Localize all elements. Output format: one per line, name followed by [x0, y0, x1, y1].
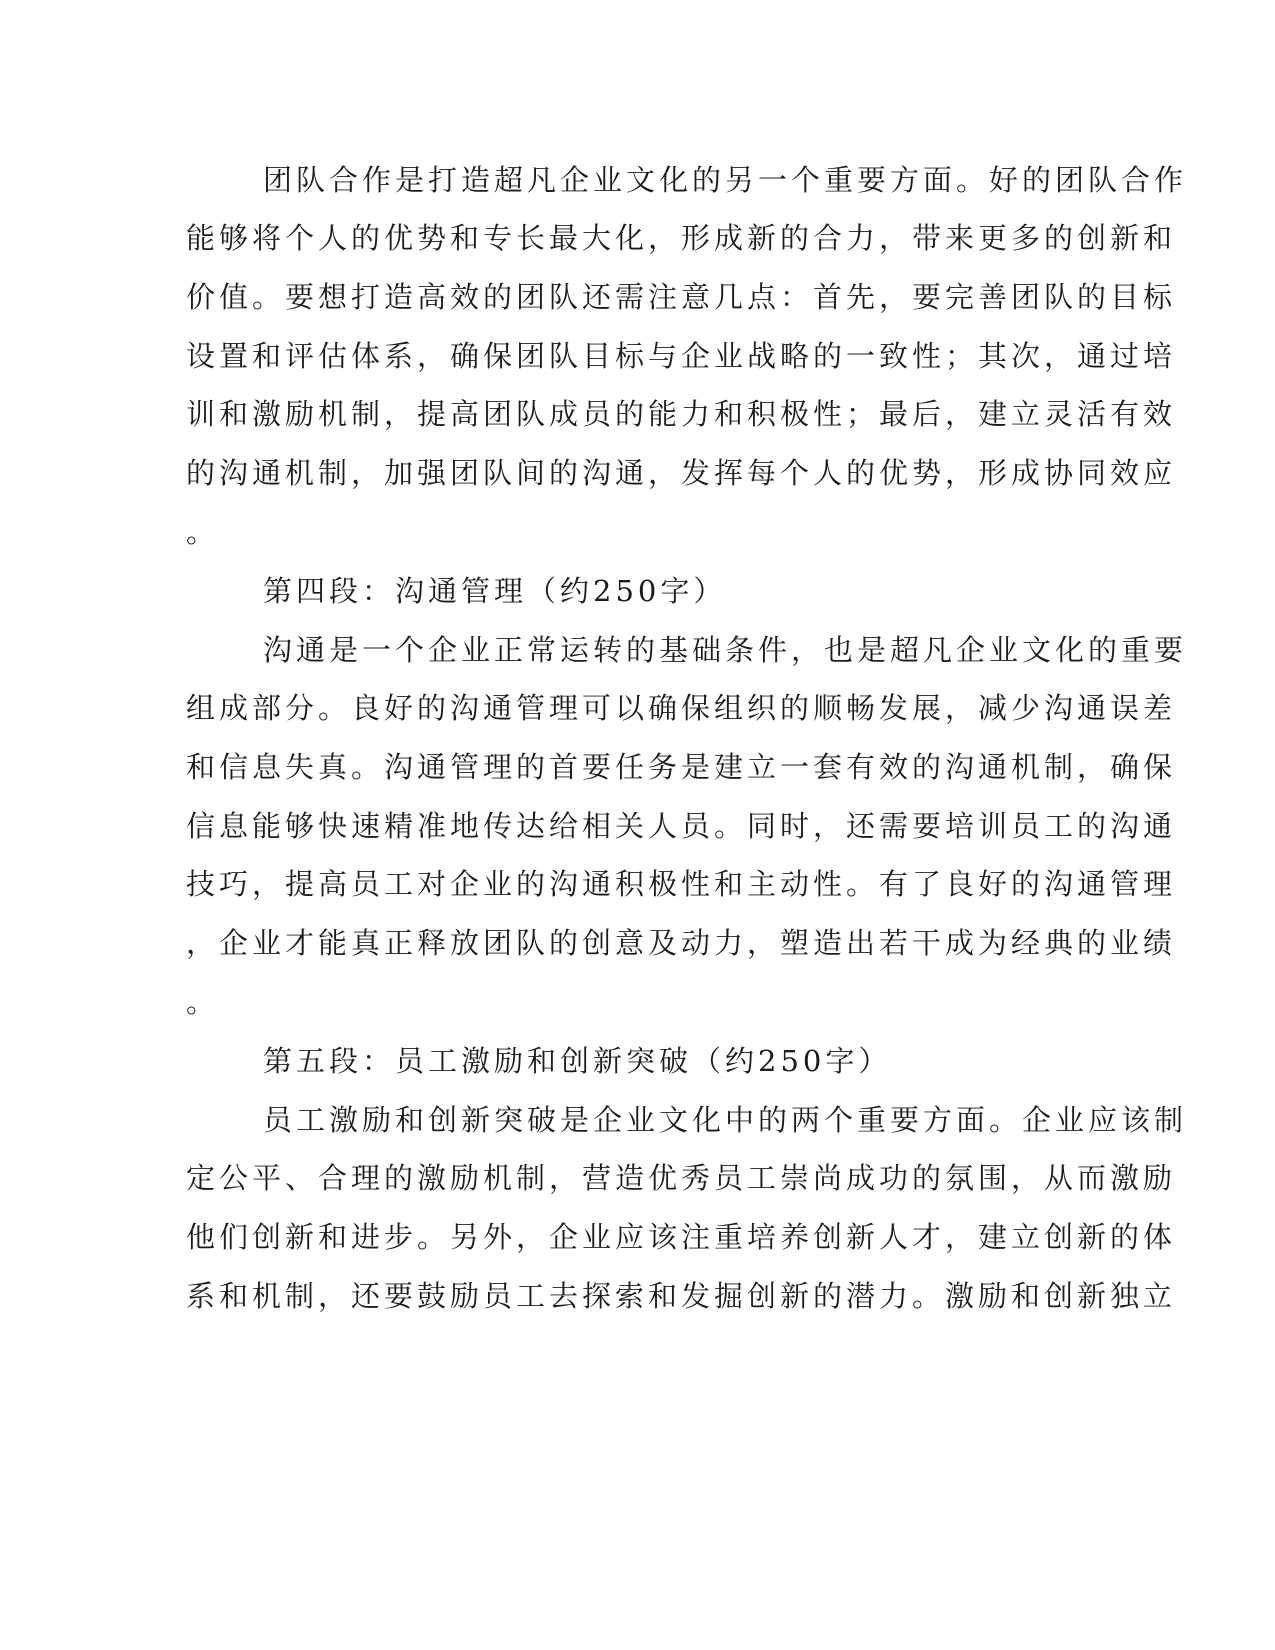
paragraph-line: 训和激励机制，提高团队成员的能力和积极性；最后，建立灵活有效: [186, 397, 1177, 431]
section-heading: 第四段：沟通管理（约250字）: [263, 574, 727, 608]
paragraph-line: 价值。要想打造高效的团队还需注意几点：首先，要完善团队的目标: [186, 280, 1177, 314]
paragraph-line: 他们创新和进步。另外，企业应该注重培养创新人才，建立创新的体: [186, 1220, 1177, 1254]
section-heading: 第五段：员工激励和创新突破（约250字）: [263, 1044, 892, 1078]
paragraph-line: 的沟通机制，加强团队间的沟通，发挥每个人的优势，形成协同效应: [186, 456, 1177, 490]
paragraph-line: 。: [186, 985, 220, 1019]
paragraph-line: 定公平、合理的激励机制，营造优秀员工崇尚成功的氛围，从而激励: [186, 1161, 1177, 1195]
paragraph-line: 和信息失真。沟通管理的首要任务是建立一套有效的沟通机制，确保: [186, 750, 1177, 784]
paragraph-line: 沟通是一个企业正常运转的基础条件，也是超凡企业文化的重要: [263, 633, 1188, 667]
paragraph-line: 员工激励和创新突破是企业文化中的两个重要方面。企业应该制: [263, 1103, 1188, 1137]
paragraph-line: 系和机制，还要鼓励员工去探索和发掘创新的潜力。激励和创新独立: [186, 1279, 1177, 1313]
paragraph-line: 。: [186, 515, 220, 549]
paragraph-line: 能够将个人的优势和专长最大化，形成新的合力，带来更多的创新和: [186, 221, 1177, 255]
paragraph-line: 设置和评估体系，确保团队目标与企业战略的一致性；其次，通过培: [186, 339, 1177, 373]
paragraph-line: 技巧，提高员工对企业的沟通积极性和主动性。有了良好的沟通管理: [186, 867, 1177, 901]
paragraph-line: 团队合作是打造超凡企业文化的另一个重要方面。好的团队合作: [263, 163, 1188, 197]
paragraph-line: 组成部分。良好的沟通管理可以确保组织的顺畅发展，减少沟通误差: [186, 691, 1177, 725]
paragraph-line: ，企业才能真正释放团队的创意及动力，塑造出若干成为经典的业绩: [186, 926, 1177, 960]
paragraph-line: 信息能够快速精准地传达给相关人员。同时，还需要培训员工的沟通: [186, 809, 1177, 843]
